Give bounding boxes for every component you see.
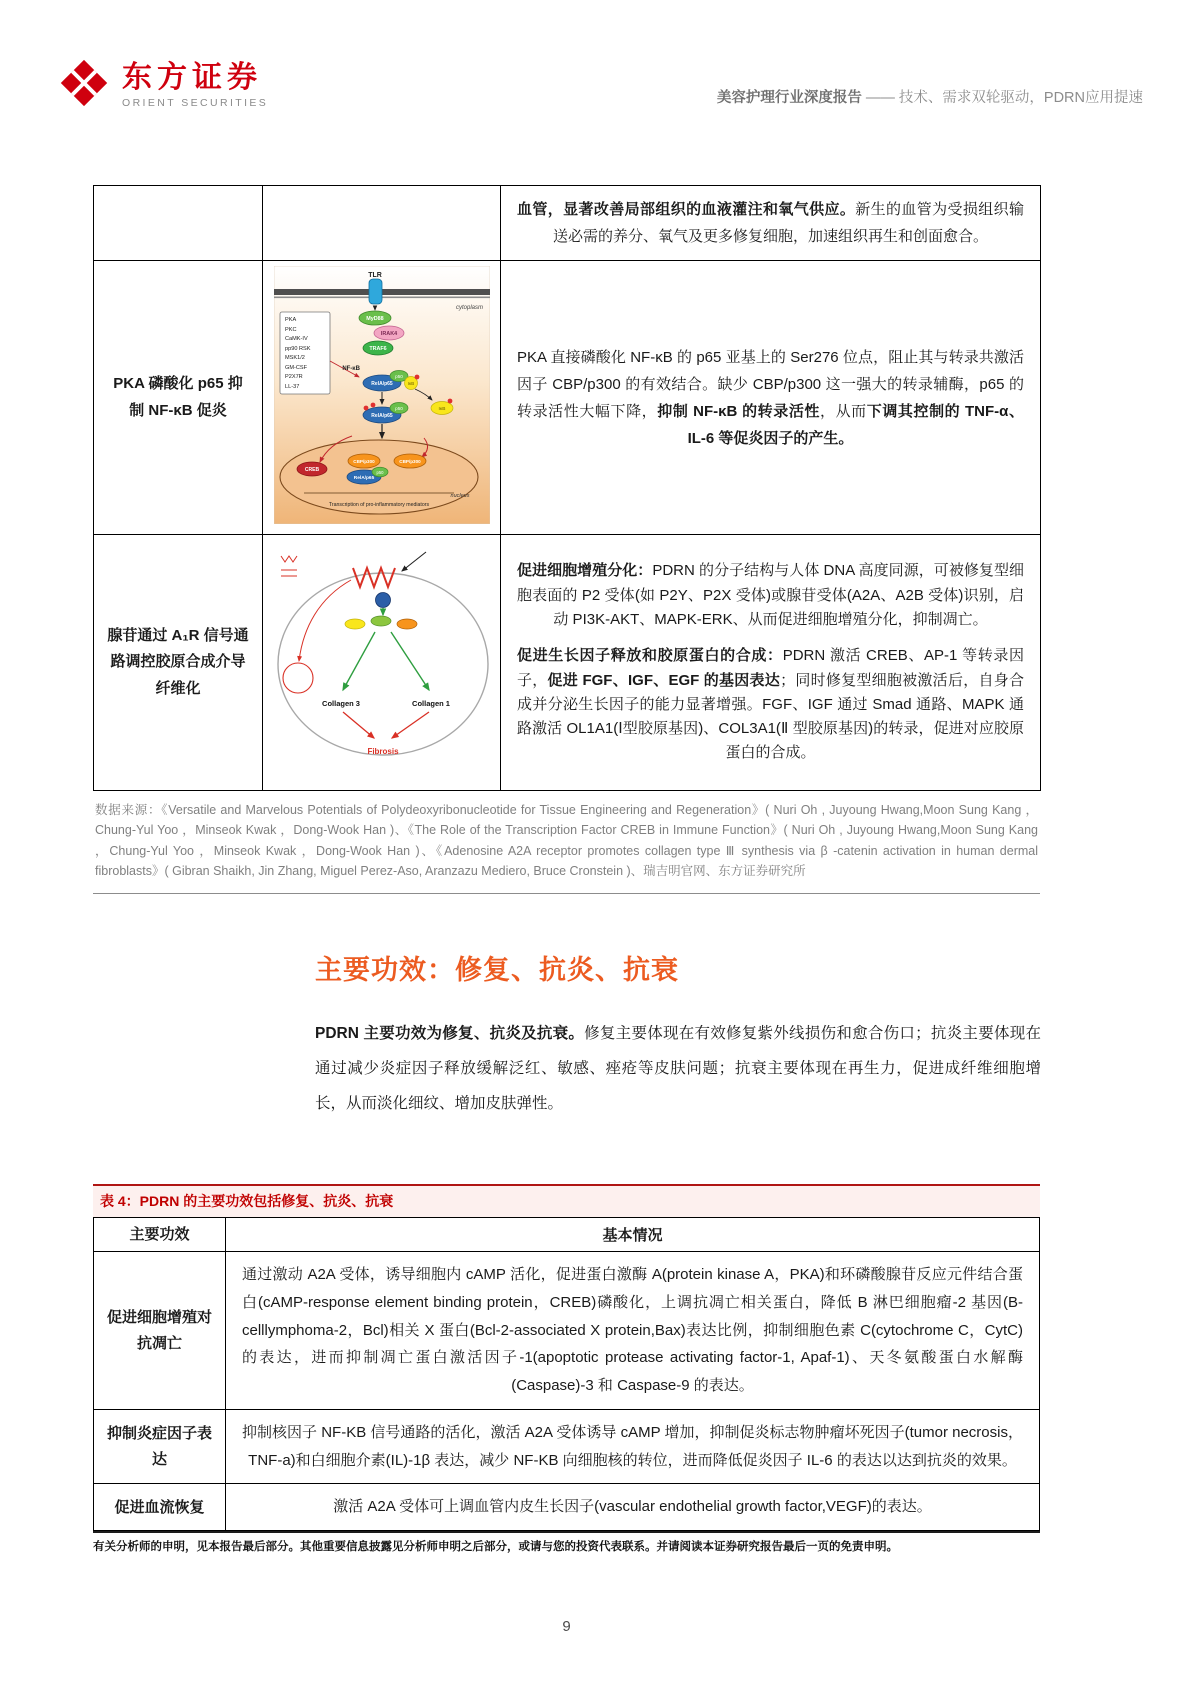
table-row-angiogenesis [94,186,1041,261]
legend-zigzag [281,556,297,562]
kinase-item: MSK1/2 [284,355,305,361]
mechanism-label: PKA 磷酸化 p65 抑制 NF-κB 促炎 [94,261,263,535]
description-text-run: 新生的血管为受损组织输送必需的养分、氧气及更多修复细胞，加速组织再生和创面愈合。 [552,201,1024,245]
mechanism-description [501,261,1041,535]
page-footer [0,1531,1200,1698]
nfkb-pathway-diagram [274,266,490,524]
diagram-label-relap65-nucleus: RelA/p65 [353,476,374,481]
section-intro [315,1017,1041,1122]
table4-header-row [94,1217,1040,1252]
diagram-label-nucleus: nucleus [450,493,469,499]
diagram-label-transcription: Transcription of pro-inflammatory mediators [328,502,429,508]
data-source-note: 数据来源：《Versatile and Marvelous Potentials of Polydeoxyribonucleotide for Tissue Engineering and Regeneration》( Nuri Oh , Juyoung Hwang,Moon Sung Kang ，Chung-Yul Yoo ，Minseok Kwak ，Dong-Wook Han )、《The Role of the Transcription Factor CREB in Immune Function》( Nuri Oh , Juyoung Hwang,Moon Sung Kang ，Chung-Yul Yoo ，Minseok Kwak ，Dong-Wook Han )、《Adenosine A2A receptor promotes collagen type Ⅲ synthesis via β -catenin activation in human dermal fibroblasts》( Gibran Shaikh, Jin Zhang, Miguel Perez-Aso, Aranzazu Mediero, Bruce Cronstein )、瑞吉明官网、东方证券研究所 [93,791,1040,894]
brand-logo-icon [57,56,111,115]
mechanism-diagram-cell [263,535,501,791]
description-bold-run: 促进生长因子释放和胶原蛋白的合成： [517,647,783,665]
mechanism-diagram-cell [263,261,501,535]
kinase-item: PKA [284,317,296,323]
pathway-table [93,185,1041,791]
diagram-label-fibrosis: Fibrosis [366,747,399,756]
kinase-item: CaMK-IV [284,336,308,342]
diagram-label-p50: p50 [394,374,403,379]
description-text-run: PDRN 的分子结构与人体 DNA 高度同源，可被修复型细胞表面的 P2 受体(如 P2Y、P2X 受体)或腺苷受体(A2A、A2B 受体)识别，启动 PI3K-AKT、MAPK-ERK、从而促进细胞增殖分化，抑制凋亡。 [517,562,1024,628]
description-text-run: PKA 直接磷酸化 NF-κB 的 p65 亚基上的 Ser276 位点，阻止其与转录共激活因子 CBP/p300 的有效结合。缺少 CBP/p300 这一强大的转录辅酶，p65 的转录活性大幅下降， [517,348,1024,420]
mechanism-description [501,186,1041,261]
intro-bold-run: PDRN 主要功效为修复、抗炎及抗衰。 [315,1025,585,1042]
brand-logo [57,56,268,115]
effect-detail: 通过激动 A2A 受体，诱导细胞内 cAMP 活化，促进蛋白激酶 A(protein kinase A，PKA)和环磷酸腺苷反应元件结合蛋白(cAMP-response element binding protein，CREB)磷酸化，上调抗凋亡相关蛋白，降低 B 淋巴细胞瘤-2 基因(B-celllymphoma-2，Bcl)相关 X 蛋白(Bcl-2-associated X protein,Bax)表达比例，抑制细胞色素 C(cytochrome C，CytC)的表达，进而抑制凋亡蛋白激活因子-1(apoptotic protease activating factor-1, Apaf-1)、天冬氨酸蛋白水解酶(Caspase)-3 和 Caspase-9 的表达。 [226,1252,1040,1410]
kinase-item: pp90 RSK [284,346,310,352]
page-content [0,129,1040,1531]
description-text-run: PDRN 激活 CREB、AP-1 等转录因子， [517,647,1024,689]
diagram-label-traf6: TRAF6 [368,346,387,353]
table-row-pka-nfkb [94,261,1041,535]
table-row [94,1484,1040,1531]
report-subtitle: —— 技术、需求双轮驱动，PDRN应用提速 [861,90,1143,106]
kinase-item: PKC [284,327,297,333]
tlr-receptor-shape [369,279,382,304]
report-header-title [717,86,1143,115]
kinase-item: GM-CSF [284,365,307,371]
section-title: 主要功效：修复、抗炎、抗衰 [315,955,679,985]
effect-detail: 激活 A2A 受体可上调血管内皮生长因子(vascular endothelial growth factor,VEGF)的表达。 [226,1484,1040,1531]
diagram-label-collagen1: Collagen 1 [411,699,450,708]
kinase-item: LL-37 [284,384,299,390]
a1r-collagen-diagram [271,540,493,780]
intro-text-run: 修复主要体现在有效修复紫外线损伤和愈合伤口；抗炎主要体现在通过减少炎症因子释放缓解泛红、敏感、痤疮等皮肤问题；抗衰主要体现在再生力，促进成纤维细胞增长，从而淡化细纹、增加皮肤弹性。 [315,1025,1041,1112]
mechanism-description [501,535,1041,791]
table-row [94,1252,1040,1410]
page-header [0,0,1200,129]
diagram-label-cytoplasm: cytoplasm [455,305,483,311]
description-bold-run: 促进细胞增殖分化： [517,562,653,580]
brand-name-en: ORIENT SECURITIES [122,97,269,110]
effect-detail: 抑制核因子 NF-KB 信号通路的活化，激活 A2A 受体诱导 cAMP 增加，抑制促炎标志物肿瘤坏死因子(tumor necrosis，TNF-a)和白细胞介素(IL)-1β 表达，减少 NF-KB 向细胞核的转位，进而降低促炎因子 IL-6 的表达以达到抗炎的效果。 [226,1409,1040,1484]
diagram-label-myd88: MyD88 [365,316,384,323]
diagram-label-ikb-free: IκB [438,407,445,412]
diagram-label-cbp-right: CBP/p300 [398,459,421,464]
mechanism-label: 腺苷通过 A₁R 信号通路调控胶原合成介导纤维化 [94,535,263,791]
column-header-effect: 主要功效 [94,1217,226,1252]
effect-label: 促进血流恢复 [94,1484,226,1531]
diagram-label-irak4: IRAK4 [380,331,397,338]
diagram-label-p50-free: p50 [394,406,403,411]
diagram-label-nfkb: NF-κB [341,366,360,372]
diagram-label-collagen3: Collagen 3 [321,699,360,708]
description-text-run: ；同时修复型细胞被激活后，自身合成并分泌生长因子的能力显著增强。FGF、IGF 通过 Smad 通路、MAPK 通路激活 OL1A1(Ⅰ型胶原基因)、COL3A1(Ⅱ 型胶原基因)的转录，促进对应胶原蛋白的合成。 [517,671,1024,762]
diagram-label-relap65: RelA/p65 [370,381,393,387]
table4-section [93,1184,1040,1532]
effects-section [315,948,1041,1122]
description-bold-run: 下调其控制的 TNF-α、IL-6 等促炎因子的产生。 [687,402,1024,447]
description-bold-run: 血管，显著改善局部组织的血液灌注和氧气供应。 [517,201,856,218]
brand-name-cn: 东方证券 [122,60,262,94]
signal-node-shape [375,593,390,608]
diagram-label-creb: CREB [304,467,319,474]
table4 [93,1217,1040,1532]
diagram-label-p50-nucleus: p50 [376,470,383,475]
diagram-label-relap65-free: RelA/p65 [370,413,393,419]
description-bold-run: 抑制 NF-κB 的转录活性 [657,402,821,420]
diagram-label-cbp-left: CBP/p300 [352,459,375,464]
effect-label: 抑制炎症因子表达 [94,1409,226,1484]
disclaimer-text: 有关分析师的申明，见本报告最后部分。其他重要信息披露见分析师申明之后部分，或请与您的投资代表联系。并请阅读本证券研究报告最后一页的免责申明。 [93,1541,898,1554]
diagram-label-tlr: TLR [367,272,382,279]
kinase-item: P2X7R [284,374,303,380]
report-type: 美容护理行业深度报告 [716,90,862,106]
description-text-run: ，从而 [820,402,867,420]
kinase-list-box [280,312,330,394]
effect-label: 促进细胞增殖对抗凋亡 [94,1252,226,1410]
mechanism-diagram-empty [263,186,501,261]
table-row [94,1409,1040,1484]
table-row-adenosine-a1r [94,535,1041,791]
mechanism-label-empty [94,186,263,261]
page-number: 9 [562,1618,571,1636]
column-header-detail: 基本情况 [226,1217,1040,1252]
diagram-label-ikb: IκB [407,381,414,386]
description-bold-run: 促进 FGF、IGF、EGF 的基因表达 [547,671,781,689]
table4-caption: 表 4：PDRN 的主要功效包括修复、抗炎、抗衰 [93,1184,1040,1217]
